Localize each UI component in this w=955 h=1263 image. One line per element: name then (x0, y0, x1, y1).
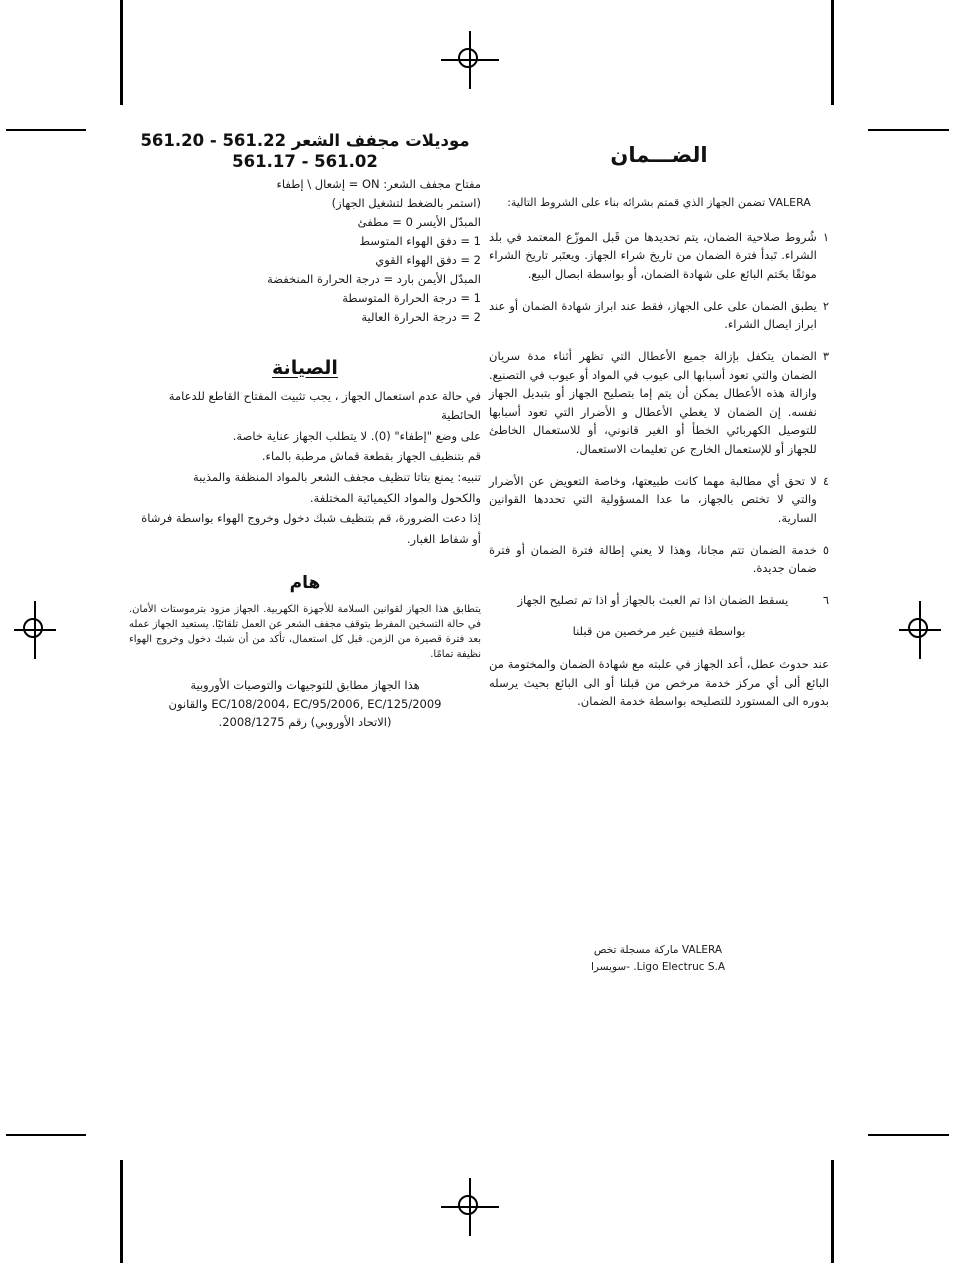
page-content (121, 130, 835, 1135)
clause-number: ٢ (822, 298, 829, 313)
warranty-heading: الضـــمان (610, 143, 708, 167)
controls-spec-list (129, 175, 481, 327)
clause-number: ٦ (822, 592, 829, 607)
conformity-line: EC/108/2004، EC/95/2006, EC/125/2009 والقانون (168, 696, 442, 711)
warranty-intro: VALERA تضمن الجهاز الذي قمتم بشرائه بناء على الشروط التالية: (507, 196, 811, 210)
spec-line: المبدّل الأيسر 0 = مطفئ (357, 214, 481, 229)
important-body: يتطابق هذا الجهاز لقوانين السلامة للأجهزة الكهربية. الجهاز مزود بترموستات الأمان. في حالة التسخين المفرط يتوقف مجفف الشعر عن العمل تلقائيًا. يستعيد الجهاز عمله بعد فترة قصيرة من الزمن. قبل كل استعمال، تأكد من أن شبك دخول وخروج الهواء نظيفة تمامًا. (129, 603, 481, 660)
maintenance-line: إذا دعت الضرورة، قم بتنظيف شبك دخول وخروج الهواء بواسطة فرشاة (141, 511, 481, 526)
maintenance-line: تنبيه: يمنع بتاتا تنظيف مجفف الشعر بالمواد المنظفة والمذيبة (193, 469, 481, 484)
trim-mark-top-right (831, 0, 834, 105)
clause-text: يسقط الضمان اذا تم العبث بالجهاز أو اذا تم تصليح الجهاز (517, 592, 789, 607)
conformity-line: (الاتحاد الأوروبي) رقم 2008/1275. (218, 715, 392, 730)
spec-line: المبدّل الأيمن بارد = درجة الحرارة المنخفضة (267, 271, 481, 286)
trim-mark-bottom-right (831, 1160, 834, 1263)
warranty-clause (489, 297, 829, 334)
clause-number: ٥ (822, 542, 829, 557)
warranty-clause (489, 472, 829, 528)
trim-mark-top-left (120, 0, 123, 105)
registration-mark-right (891, 601, 949, 659)
important-heading: هام (289, 573, 321, 594)
registration-mark-left (6, 601, 64, 659)
clause-number: ٤ (822, 473, 829, 488)
trademark-line-1: VALERA ماركة مسجلة تخص (593, 944, 723, 957)
clause-text: شُروط صلاحية الضمان، يتم تحديدها من قَبل الموزّع المعتمد في بلد الشراء. تَبدأ فترة الضمان من تاريخ شراء الجهاز. ويعتَبر تاريخ الشراء موثقًا بخَتم البائع على شهادة الضمان، أو بواسطة ابصال البيع. (489, 229, 817, 282)
clause-text: لا تحق أي مطالبة مهما كانت طبيعتها، وخاصة التعويض عن الأضرار والتي لا تختص بالجهاز، ما عدا المسؤولية التي تحددها القوانين السارية. (489, 473, 817, 525)
clause-number: ٣ (822, 348, 829, 363)
clause-number: ١ (822, 229, 829, 244)
trim-mark-right-bottom (868, 1134, 949, 1136)
conformity-line: هذا الجهاز مطابق للتوجيهات والتوصيات الأوروبية (190, 677, 420, 692)
models-heading-line1: موديلات مجفف الشعر 561.22 - 561.20 (140, 131, 470, 150)
trim-mark-right-top (868, 129, 949, 131)
warranty-clause (489, 541, 829, 578)
spec-line: 1 = دفق الهواء المتوسط (359, 233, 481, 248)
maintenance-line: قم بتنظيف الجهاز بقطعة قماش مرطبة بالماء. (261, 449, 481, 464)
spec-line: 2 = درجة الحرارة العالية (361, 309, 481, 324)
trim-mark-left-bottom (6, 1134, 86, 1136)
clause-text: الضمان يتكفل بإزالة جميع الأعطال التي تظهر أثناء مدة سريان الضمان والتي تعود أسبابها الى عيوب في المواد أو عيوب في التصنيع. وازالة هذه الأعطال يمكن أن يتم إما بتصليح الجهاز أو بتبديل الجهاز نفسه. إن الضمان لا يغطي الأعطال و الأضرار التي تعود أسبابها للتوصيل الكهربائي الخطأ أو الغير قانوني، أو للاستعمال الخاطئ للجهاز أو للإستعمال الخارج عن تعليمات الاستعمال. (489, 348, 817, 457)
warranty-column (489, 130, 829, 724)
maintenance-line: أو شفاط الغبار. (406, 531, 481, 546)
warranty-clause (489, 228, 829, 284)
warranty-closing-paragraph: عند حدوث عطل، أعد الجهاز في علبته مع شهادة الضمان والمختومة من البائع ألى أي مركز خدمة مرخص من قبلنا أو الى البائع بحيث يرسله بدوره الى المستورد للتصليحه بواسطة خدمة الضمان. (489, 657, 829, 709)
clause-text: يطبق الضمان على على الجهاز، فقط عند ابراز شهادة الضمان أو عند ابراز ايصال الشراء. (489, 298, 817, 332)
registration-mark-top (441, 31, 499, 89)
clause-text: خدمة الضمان تتم مجانا، وهذا لا يعني إطالة فترة الضمان أو فترة ضمان جديدة. (489, 542, 817, 576)
spec-line: مفتاح مجفف الشعر: ON = إشعال \ إطفاء (276, 176, 481, 191)
clause-text-continued: بواسطة فنيين غير مرخصين من قبلنا (572, 624, 746, 639)
models-heading-line2: 561.02 - 561.17 (232, 152, 378, 172)
warranty-clause (489, 591, 829, 610)
warranty-clause (489, 347, 829, 459)
spec-line: 1 = درجة الحرارة المتوسطة (342, 290, 481, 305)
trim-mark-bottom-left (120, 1160, 123, 1263)
maintenance-heading: الصيانة (272, 356, 338, 379)
trademark-footer (493, 942, 823, 975)
product-info-column (129, 130, 481, 732)
maintenance-body (129, 387, 481, 548)
maintenance-line: في حالة عدم استعمال الجهاز ، يجب تثبيت المفتاح القاطع للدعامة الحائطية (168, 389, 481, 423)
models-heading (129, 130, 481, 173)
conformity-statement (129, 676, 481, 732)
spec-line: (استمر بالضغط لتشغيل الجهاز) (331, 195, 481, 210)
maintenance-line: والكحول والمواد الكيميائية المختلفة. (309, 490, 481, 505)
maintenance-line: على وضع "إطفاء" (0). لا يتطلب الجهاز عناية خاصة. (232, 428, 481, 443)
trim-mark-left-top (6, 129, 86, 131)
spec-line: 2 = دفق الهواء القوي (375, 252, 481, 267)
trademark-line-2: Ligo Electruc S.A. -سويسرا (590, 960, 726, 973)
registration-mark-bottom (441, 1178, 499, 1236)
